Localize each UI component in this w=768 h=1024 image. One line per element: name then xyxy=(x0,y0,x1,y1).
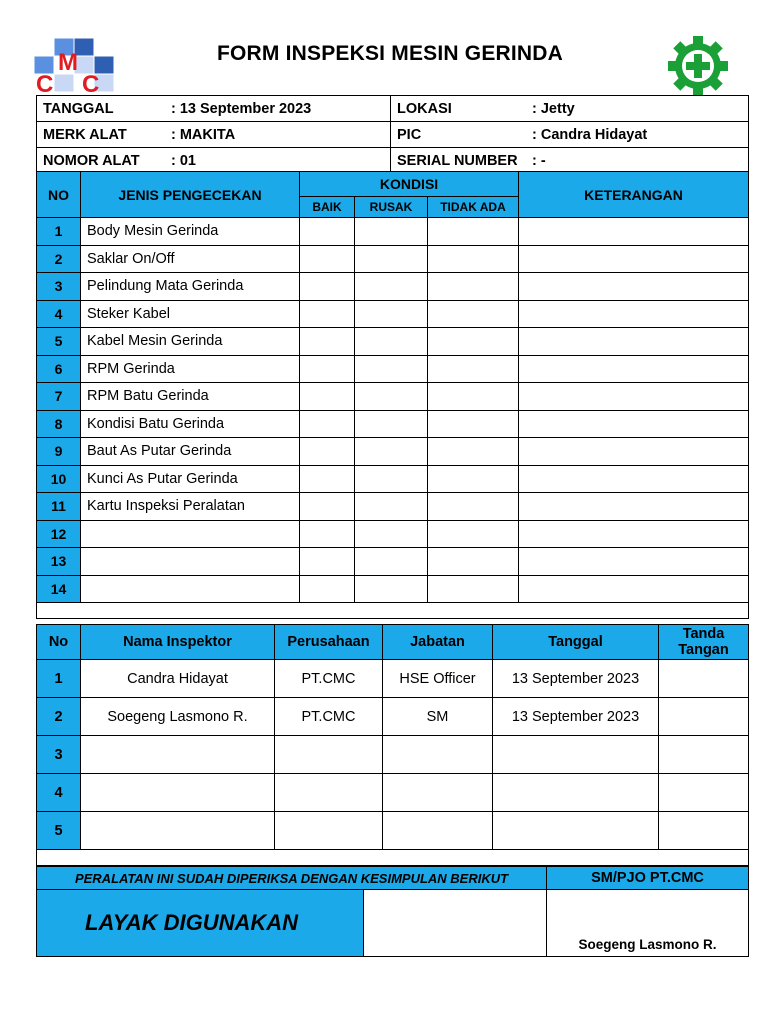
check-row-item: Body Mesin Gerinda xyxy=(81,218,300,246)
k3-gear-icon xyxy=(663,36,733,96)
inspector-tanggal xyxy=(493,812,659,850)
check-row-no: 13 xyxy=(37,548,81,576)
check-row-no: 6 xyxy=(37,355,81,383)
check-keterangan-cell[interactable] xyxy=(519,328,749,356)
check-baik-cell[interactable] xyxy=(300,300,355,328)
check-baik-cell[interactable] xyxy=(300,218,355,246)
inspector-row-no: 4 xyxy=(37,774,81,812)
check-baik-cell[interactable] xyxy=(300,245,355,273)
check-row-item: Kartu Inspeksi Peralatan xyxy=(81,493,300,521)
check-row xyxy=(37,438,749,466)
inspector-row xyxy=(37,774,749,812)
info-tanggal xyxy=(37,96,391,122)
check-row-item: RPM Gerinda xyxy=(81,355,300,383)
check-baik-cell[interactable] xyxy=(300,438,355,466)
check-keterangan-cell[interactable] xyxy=(519,300,749,328)
check-baik-cell[interactable] xyxy=(300,493,355,521)
check-row-no: 10 xyxy=(37,465,81,493)
check-rusak-cell[interactable] xyxy=(355,245,428,273)
check-tidak-ada-cell[interactable] xyxy=(428,410,519,438)
inspector-nama xyxy=(81,774,275,812)
conclusion-banner: PERALATAN INI SUDAH DIPERIKSA DENGAN KESIMPULAN BERIKUT xyxy=(37,867,547,890)
col-nama-inspektor: Nama Inspektor xyxy=(81,625,275,660)
inspector-signature-cell[interactable] xyxy=(659,812,749,850)
check-row xyxy=(37,520,749,548)
inspector-perusahaan: PT.CMC xyxy=(275,698,383,736)
logo-letter-c2: C xyxy=(82,71,100,96)
check-row-item: RPM Batu Gerinda xyxy=(81,383,300,411)
nomor-label: NOMOR ALAT xyxy=(43,152,140,169)
check-row-no: 11 xyxy=(37,493,81,521)
check-row-item: Saklar On/Off xyxy=(81,245,300,273)
check-row-no: 12 xyxy=(37,520,81,548)
check-baik-cell[interactable] xyxy=(300,465,355,493)
info-merk xyxy=(37,122,391,148)
check-tidak-ada-cell[interactable] xyxy=(428,465,519,493)
lokasi-value: : Jetty xyxy=(532,100,575,117)
logo-letter-m: M xyxy=(58,49,78,76)
check-tidak-ada-cell[interactable] xyxy=(428,438,519,466)
inspector-perusahaan xyxy=(275,736,383,774)
check-row-item: Pelindung Mata Gerinda xyxy=(81,273,300,301)
check-rusak-cell[interactable] xyxy=(355,300,428,328)
merk-label: MERK ALAT xyxy=(43,126,127,143)
check-tidak-ada-cell[interactable] xyxy=(428,520,519,548)
col-tanda-tangan-line1: Tanda xyxy=(682,626,725,642)
inspector-table xyxy=(36,624,749,866)
col-tidak-ada: TIDAK ADA xyxy=(428,197,519,218)
info-table xyxy=(36,95,749,174)
serial-value: : - xyxy=(532,152,546,169)
col-no: No xyxy=(37,625,81,660)
check-row-item: Baut As Putar Gerinda xyxy=(81,438,300,466)
check-tidak-ada-cell[interactable] xyxy=(428,300,519,328)
serial-label: SERIAL NUMBER xyxy=(397,152,518,169)
check-baik-cell[interactable] xyxy=(300,575,355,603)
info-pic xyxy=(391,122,749,148)
inspector-perusahaan xyxy=(275,774,383,812)
check-row xyxy=(37,355,749,383)
check-row-item xyxy=(81,520,300,548)
check-baik-cell[interactable] xyxy=(300,328,355,356)
check-row xyxy=(37,575,749,603)
conclusion-blank xyxy=(364,890,547,957)
check-row-no: 1 xyxy=(37,218,81,246)
check-row-item xyxy=(81,575,300,603)
conclusion-table xyxy=(36,866,749,957)
signer-title: SM/PJO PT.CMC xyxy=(547,867,749,890)
col-rusak: RUSAK xyxy=(355,197,428,218)
check-tidak-ada-cell[interactable] xyxy=(428,273,519,301)
page-title: FORM INSPEKSI MESIN GERINDA xyxy=(216,42,564,65)
check-rusak-cell[interactable] xyxy=(355,548,428,576)
signer-name: Soegeng Lasmono R. xyxy=(547,890,749,957)
check-row-item xyxy=(81,548,300,576)
info-lokasi xyxy=(391,96,749,122)
check-keterangan-cell[interactable] xyxy=(519,438,749,466)
check-rusak-cell[interactable] xyxy=(355,218,428,246)
inspector-row-no: 3 xyxy=(37,736,81,774)
inspector-nama xyxy=(81,736,275,774)
check-tidak-ada-cell[interactable] xyxy=(428,355,519,383)
spacer-row xyxy=(37,850,749,866)
logo-letter-c1: C xyxy=(36,71,54,96)
check-row-no: 14 xyxy=(37,575,81,603)
info-serial xyxy=(391,148,749,174)
inspector-jabatan: SM xyxy=(383,698,493,736)
inspector-nama: Candra Hidayat xyxy=(81,660,275,698)
check-tidak-ada-cell[interactable] xyxy=(428,218,519,246)
check-row-item: Steker Kabel xyxy=(81,300,300,328)
col-tanggal: Tanggal xyxy=(493,625,659,660)
inspector-perusahaan xyxy=(275,812,383,850)
col-keterangan: KETERANGAN xyxy=(519,172,749,218)
check-keterangan-cell[interactable] xyxy=(519,218,749,246)
inspector-row-no: 5 xyxy=(37,812,81,850)
inspector-signature-cell[interactable] xyxy=(659,660,749,698)
check-row-no: 4 xyxy=(37,300,81,328)
col-tanda-tangan xyxy=(659,625,749,660)
check-rusak-cell[interactable] xyxy=(355,575,428,603)
check-tidak-ada-cell[interactable] xyxy=(428,383,519,411)
col-jenis-pengecekan: JENIS PENGECEKAN xyxy=(81,172,300,218)
check-row-no: 5 xyxy=(37,328,81,356)
check-keterangan-cell[interactable] xyxy=(519,383,749,411)
check-baik-cell[interactable] xyxy=(300,520,355,548)
check-rusak-cell[interactable] xyxy=(355,438,428,466)
check-keterangan-cell[interactable] xyxy=(519,273,749,301)
check-row xyxy=(37,548,749,576)
check-row xyxy=(37,273,749,301)
check-keterangan-cell[interactable] xyxy=(519,575,749,603)
inspector-jabatan xyxy=(383,812,493,850)
check-rusak-cell[interactable] xyxy=(355,493,428,521)
pic-label: PIC xyxy=(397,126,422,143)
merk-value: : MAKITA xyxy=(171,126,236,143)
inspector-tanggal: 13 September 2023 xyxy=(493,660,659,698)
check-row xyxy=(37,300,749,328)
check-keterangan-cell[interactable] xyxy=(519,355,749,383)
inspector-signature-cell[interactable] xyxy=(659,698,749,736)
inspector-jabatan xyxy=(383,774,493,812)
pic-value: : Candra Hidayat xyxy=(532,126,648,143)
check-rusak-cell[interactable] xyxy=(355,328,428,356)
inspector-row-no: 1 xyxy=(37,660,81,698)
col-kondisi: KONDISI xyxy=(300,172,519,197)
tanggal-label: TANGGAL xyxy=(43,100,114,117)
check-keterangan-cell[interactable] xyxy=(519,465,749,493)
check-keterangan-cell[interactable] xyxy=(519,520,749,548)
inspector-tanggal xyxy=(493,736,659,774)
check-row-no: 2 xyxy=(37,245,81,273)
check-keterangan-cell[interactable] xyxy=(519,493,749,521)
nomor-value: : 01 xyxy=(171,152,196,169)
check-row-no: 3 xyxy=(37,273,81,301)
inspector-nama: Soegeng Lasmono R. xyxy=(81,698,275,736)
check-row xyxy=(37,383,749,411)
check-rusak-cell[interactable] xyxy=(355,410,428,438)
inspector-tanggal xyxy=(493,774,659,812)
check-row xyxy=(37,245,749,273)
check-row xyxy=(37,410,749,438)
inspector-tanggal: 13 September 2023 xyxy=(493,698,659,736)
check-row-no: 8 xyxy=(37,410,81,438)
conclusion-result: LAYAK DIGUNAKAN xyxy=(37,890,364,957)
check-tidak-ada-cell[interactable] xyxy=(428,548,519,576)
check-baik-cell[interactable] xyxy=(300,273,355,301)
inspector-row xyxy=(37,660,749,698)
col-tanda-tangan-line2: Tangan xyxy=(678,642,729,658)
lokasi-label: LOKASI xyxy=(397,100,452,117)
cmc-logo xyxy=(30,36,120,96)
inspector-row xyxy=(37,812,749,850)
check-tidak-ada-cell[interactable] xyxy=(428,575,519,603)
inspector-row xyxy=(37,698,749,736)
inspector-jabatan: HSE Officer xyxy=(383,660,493,698)
spacer-row xyxy=(37,603,749,619)
inspector-jabatan xyxy=(383,736,493,774)
check-row-no: 7 xyxy=(37,383,81,411)
inspector-signature-cell[interactable] xyxy=(659,774,749,812)
col-baik: BAIK xyxy=(300,197,355,218)
col-jabatan: Jabatan xyxy=(383,625,493,660)
check-rusak-cell[interactable] xyxy=(355,273,428,301)
check-keterangan-cell[interactable] xyxy=(519,410,749,438)
check-row xyxy=(37,218,749,246)
check-row xyxy=(37,465,749,493)
check-row-item: Kondisi Batu Gerinda xyxy=(81,410,300,438)
check-tidak-ada-cell[interactable] xyxy=(428,493,519,521)
check-row-no: 9 xyxy=(37,438,81,466)
check-table xyxy=(36,171,749,619)
col-no: NO xyxy=(37,172,81,218)
inspector-nama xyxy=(81,812,275,850)
check-rusak-cell[interactable] xyxy=(355,355,428,383)
check-keterangan-cell[interactable] xyxy=(519,245,749,273)
check-baik-cell[interactable] xyxy=(300,355,355,383)
check-rusak-cell[interactable] xyxy=(355,520,428,548)
inspector-signature-cell[interactable] xyxy=(659,736,749,774)
check-row-item: Kabel Mesin Gerinda xyxy=(81,328,300,356)
check-baik-cell[interactable] xyxy=(300,410,355,438)
tanggal-value: : 13 September 2023 xyxy=(171,100,312,117)
check-baik-cell[interactable] xyxy=(300,548,355,576)
check-baik-cell[interactable] xyxy=(300,383,355,411)
check-row xyxy=(37,493,749,521)
check-rusak-cell[interactable] xyxy=(355,383,428,411)
info-nomor xyxy=(37,148,391,174)
inspector-row xyxy=(37,736,749,774)
check-keterangan-cell[interactable] xyxy=(519,548,749,576)
inspector-perusahaan: PT.CMC xyxy=(275,660,383,698)
check-tidak-ada-cell[interactable] xyxy=(428,328,519,356)
check-tidak-ada-cell[interactable] xyxy=(428,245,519,273)
check-row-item: Kunci As Putar Gerinda xyxy=(81,465,300,493)
check-row xyxy=(37,328,749,356)
check-rusak-cell[interactable] xyxy=(355,465,428,493)
inspector-row-no: 2 xyxy=(37,698,81,736)
col-perusahaan: Perusahaan xyxy=(275,625,383,660)
